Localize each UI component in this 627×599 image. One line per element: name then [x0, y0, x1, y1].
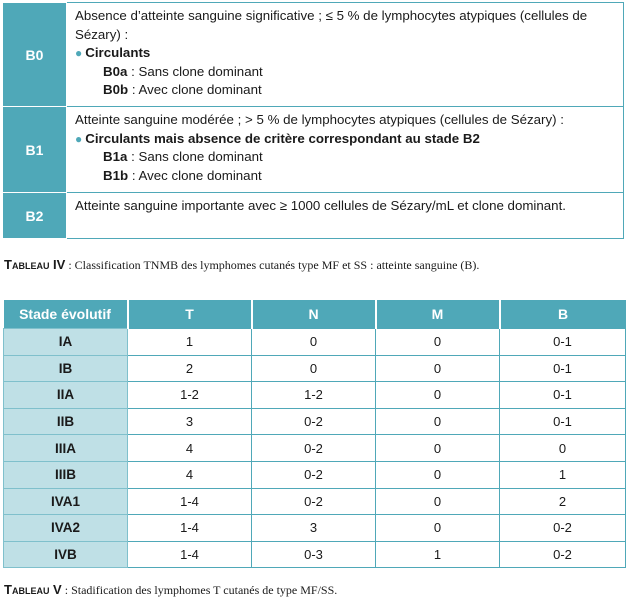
stage-cell: IIA — [4, 382, 128, 409]
caption-label: Tableau IV — [4, 257, 66, 272]
table-row — [4, 435, 626, 462]
value-cell: 1-4 — [128, 541, 252, 568]
sub-text: : Sans clone dominant — [127, 149, 263, 165]
caption-text: : Stadification des lymphomes T cutanés de type MF/SS. — [61, 583, 338, 597]
stage-cell: IIB — [4, 408, 128, 435]
value-cell: 0-3 — [252, 541, 376, 568]
value-cell: 1-4 — [128, 515, 252, 542]
table-row — [3, 107, 624, 193]
value-cell: 1-4 — [128, 488, 252, 515]
value-cell: 0 — [376, 515, 500, 542]
table-row — [3, 3, 624, 107]
stage-cell: IA — [4, 329, 128, 356]
value-cell: 0 — [376, 488, 500, 515]
caption-label: Tableau V — [4, 582, 62, 597]
value-cell: 0 — [376, 408, 500, 435]
value-cell: 0-1 — [500, 329, 626, 356]
value-cell: 2 — [128, 355, 252, 382]
sub-text: : Avec clone dominant — [128, 82, 262, 98]
value-cell: 0 — [376, 435, 500, 462]
stage-cell: IVB — [4, 541, 128, 568]
description-cell — [67, 107, 624, 193]
value-cell: 0 — [376, 382, 500, 409]
description-cell — [67, 193, 624, 239]
stage-cell: IVA1 — [4, 488, 128, 515]
table-row — [4, 408, 626, 435]
value-cell: 0 — [376, 355, 500, 382]
value-cell: 0-1 — [500, 382, 626, 409]
table-staging — [3, 300, 626, 568]
sub-text: : Avec clone dominant — [128, 167, 262, 183]
bullet-icon: ● — [75, 46, 83, 61]
description-intro: Absence d’atteinte sanguine significative ; ≤ 5 % de lymphocytes atypiques (cellules de Sézary) : — [75, 8, 588, 42]
table-row — [4, 329, 626, 356]
table-caption — [4, 257, 479, 273]
bullet-text: Circulants mais absence de critère correspondant au stade B2 — [85, 130, 480, 146]
stage-cell: B0 — [3, 3, 67, 107]
header-row — [4, 300, 626, 329]
value-cell: 1-2 — [128, 382, 252, 409]
value-cell: 4 — [128, 461, 252, 488]
stage-cell: IIIA — [4, 435, 128, 462]
value-cell: 0 — [252, 329, 376, 356]
table-row — [4, 461, 626, 488]
value-cell: 1 — [128, 329, 252, 356]
value-cell: 0-2 — [252, 435, 376, 462]
column-header: Stade évolutif — [4, 300, 128, 329]
sub-code: B1a — [103, 149, 128, 165]
table-row — [4, 355, 626, 382]
value-cell: 3 — [128, 408, 252, 435]
table-row — [4, 515, 626, 542]
sub-code: B0a — [103, 63, 128, 79]
value-cell: 0 — [252, 355, 376, 382]
bullet-text: Circulants — [85, 45, 151, 61]
table-row — [4, 382, 626, 409]
stage-cell: B1 — [3, 107, 67, 193]
column-header: T — [128, 300, 252, 329]
bullet-icon: ● — [75, 131, 83, 146]
sub-text: : Sans clone dominant — [127, 63, 263, 79]
table-caption — [4, 582, 337, 598]
table-row — [4, 488, 626, 515]
column-header: B — [500, 300, 626, 329]
value-cell: 0-1 — [500, 408, 626, 435]
value-cell: 2 — [500, 488, 626, 515]
value-cell: 0-2 — [252, 461, 376, 488]
stage-cell: B2 — [3, 193, 67, 239]
value-cell: 0 — [500, 435, 626, 462]
value-cell: 0-1 — [500, 355, 626, 382]
value-cell: 0-2 — [500, 515, 626, 542]
caption-text: : Classification TNMB des lymphomes cutanés type MF et SS : atteinte sanguine (B). — [65, 258, 480, 272]
sub-code: B0b — [103, 82, 129, 98]
stage-cell: IB — [4, 355, 128, 382]
table-row — [4, 541, 626, 568]
table-row — [3, 193, 624, 239]
value-cell: 1-2 — [252, 382, 376, 409]
value-cell: 4 — [128, 435, 252, 462]
description-intro: Atteinte sanguine modérée ; > 5 % de lymphocytes atypiques (cellules de Sézary) : — [75, 112, 564, 127]
column-header: N — [252, 300, 376, 329]
value-cell: 3 — [252, 515, 376, 542]
description-cell — [67, 3, 624, 107]
description-intro: Atteinte sanguine importante avec ≥ 1000 cellules de Sézary/mL et clone dominant. — [75, 198, 566, 213]
column-header: M — [376, 300, 500, 329]
value-cell: 0-2 — [252, 408, 376, 435]
value-cell: 1 — [500, 461, 626, 488]
stage-cell: IVA2 — [4, 515, 128, 542]
value-cell: 0-2 — [252, 488, 376, 515]
sub-code: B1b — [103, 167, 129, 183]
value-cell: 0 — [376, 461, 500, 488]
value-cell: 0 — [376, 329, 500, 356]
value-cell: 1 — [376, 541, 500, 568]
stage-cell: IIIB — [4, 461, 128, 488]
value-cell: 0-2 — [500, 541, 626, 568]
table-blood-involvement — [2, 2, 624, 239]
